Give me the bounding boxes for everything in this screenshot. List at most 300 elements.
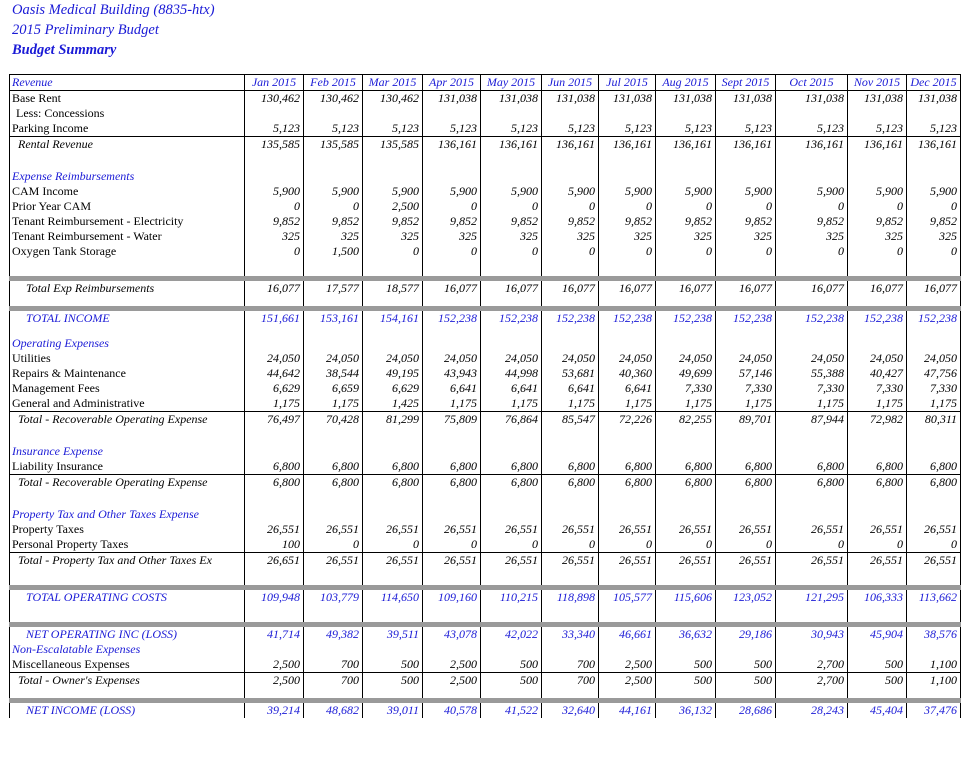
value-cell-sept-2015: 0 — [716, 537, 776, 553]
value-cell-jul-2015: 16,077 — [599, 279, 656, 297]
value-cell-may-2015: 500 — [481, 673, 542, 689]
value-cell-apr-2015: 5,900 — [423, 184, 481, 199]
empty-cell — [716, 336, 776, 351]
value-cell-mar-2015: 0 — [363, 537, 423, 553]
empty-cell — [907, 605, 961, 625]
value-cell-nov-2015: 72,982 — [848, 412, 907, 428]
value-cell-nov-2015: 325 — [848, 229, 907, 244]
table-row-management-fees — [10, 381, 961, 396]
row-label: Miscellaneous Expenses — [10, 657, 245, 673]
empty-cell — [776, 427, 848, 444]
empty-cell — [245, 568, 304, 588]
empty-cell — [716, 326, 776, 336]
table-row-rental-revenue — [10, 137, 961, 153]
value-cell-oct-2015: 136,161 — [776, 137, 848, 153]
value-cell-oct-2015: 55,388 — [776, 366, 848, 381]
row-label: Total - Recoverable Operating Expense — [10, 475, 245, 491]
value-cell-may-2015: 0 — [481, 199, 542, 214]
value-cell-aug-2015: 1,175 — [656, 396, 716, 412]
value-cell-feb-2015: 0 — [304, 199, 363, 214]
value-cell-feb-2015: 17,577 — [304, 279, 363, 297]
value-cell-jan-2015: 39,214 — [245, 701, 304, 719]
value-cell-mar-2015: 1,425 — [363, 396, 423, 412]
empty-cell — [481, 336, 542, 351]
empty-cell — [304, 507, 363, 522]
empty-cell — [599, 688, 656, 701]
empty-cell — [304, 605, 363, 625]
value-cell-aug-2015: 0 — [656, 199, 716, 214]
row-label: Parking Income — [10, 121, 245, 137]
value-cell-dec-2015: 1,100 — [907, 657, 961, 673]
empty-cell — [304, 427, 363, 444]
empty-cell — [245, 326, 304, 336]
value-cell-oct-2015: 87,944 — [776, 412, 848, 428]
row-label: CAM Income — [10, 184, 245, 199]
value-cell-nov-2015: 40,427 — [848, 366, 907, 381]
value-cell-sept-2015: 5,900 — [716, 184, 776, 199]
value-cell-jun-2015: 53,681 — [542, 366, 599, 381]
value-cell-feb-2015: 1,175 — [304, 396, 363, 412]
value-cell-apr-2015: 0 — [423, 199, 481, 214]
value-cell-sept-2015: 325 — [716, 229, 776, 244]
value-cell-mar-2015: 39,011 — [363, 701, 423, 719]
empty-cell — [423, 642, 481, 657]
section-row-non-escalatable-expenses — [10, 642, 961, 657]
value-cell-sept-2015: 57,146 — [716, 366, 776, 381]
empty-cell — [776, 326, 848, 336]
value-cell-feb-2015: 24,050 — [304, 351, 363, 366]
row-label: Less: Concessions — [10, 106, 245, 121]
value-cell-jul-2015: 6,800 — [599, 459, 656, 475]
value-cell-nov-2015: 131,038 — [848, 91, 907, 107]
value-cell-nov-2015: 6,800 — [848, 459, 907, 475]
value-cell-aug-2015: 26,551 — [656, 522, 716, 537]
column-header-row — [10, 75, 961, 91]
value-cell-apr-2015: 43,943 — [423, 366, 481, 381]
row-label: Tenant Reimbursement - Water — [10, 229, 245, 244]
value-cell-jan-2015: 1,175 — [245, 396, 304, 412]
empty-cell — [304, 326, 363, 336]
value-cell-mar-2015: 81,299 — [363, 412, 423, 428]
section-label: Revenue — [10, 75, 245, 91]
empty-cell — [363, 326, 423, 336]
section-label: Operating Expenses — [10, 336, 245, 351]
value-cell-jul-2015: 0 — [599, 199, 656, 214]
spacer-row — [10, 490, 961, 507]
value-cell-jun-2015: 5,123 — [542, 121, 599, 137]
value-cell-may-2015: 26,551 — [481, 553, 542, 569]
value-cell-jun-2015: 33,340 — [542, 625, 599, 643]
value-cell-jun-2015: 9,852 — [542, 214, 599, 229]
value-cell-nov-2015: 5,123 — [848, 121, 907, 137]
table-row-total-operating-costs — [10, 588, 961, 606]
empty-cell — [481, 688, 542, 701]
value-cell-may-2015: 5,123 — [481, 121, 542, 137]
value-cell-sept-2015: 6,800 — [716, 459, 776, 475]
empty-cell — [776, 444, 848, 459]
value-cell-mar-2015: 2,500 — [363, 199, 423, 214]
empty-cell — [304, 568, 363, 588]
value-cell-aug-2015 — [656, 106, 716, 121]
empty-cell — [907, 568, 961, 588]
empty-cell — [776, 605, 848, 625]
empty-cell — [542, 296, 599, 309]
column-header-oct-2015: Oct 2015 — [776, 75, 848, 91]
empty-cell — [423, 444, 481, 459]
empty-cell — [907, 169, 961, 184]
empty-cell — [716, 568, 776, 588]
empty-cell — [245, 152, 304, 169]
empty-cell — [656, 568, 716, 588]
empty-cell — [363, 296, 423, 309]
value-cell-aug-2015: 26,551 — [656, 553, 716, 569]
empty-cell — [716, 152, 776, 169]
value-cell-jun-2015: 5,900 — [542, 184, 599, 199]
value-cell-feb-2015: 135,585 — [304, 137, 363, 153]
value-cell-mar-2015: 114,650 — [363, 588, 423, 606]
value-cell-jun-2015: 152,238 — [542, 309, 599, 327]
value-cell-jun-2015 — [542, 106, 599, 121]
column-header-nov-2015: Nov 2015 — [848, 75, 907, 91]
empty-cell — [245, 507, 304, 522]
value-cell-jun-2015: 24,050 — [542, 351, 599, 366]
row-label: Total - Recoverable Operating Expense — [10, 412, 245, 428]
value-cell-oct-2015: 1,175 — [776, 396, 848, 412]
value-cell-sept-2015: 152,238 — [716, 309, 776, 327]
budget-title: 2015 Preliminary Budget — [12, 22, 159, 38]
value-cell-mar-2015: 500 — [363, 657, 423, 673]
table-row-tenant-reimbursement-water — [10, 229, 961, 244]
value-cell-jul-2015: 152,238 — [599, 309, 656, 327]
value-cell-apr-2015: 0 — [423, 537, 481, 553]
value-cell-jan-2015: 24,050 — [245, 351, 304, 366]
value-cell-aug-2015: 6,800 — [656, 459, 716, 475]
value-cell-aug-2015: 325 — [656, 229, 716, 244]
value-cell-sept-2015: 7,330 — [716, 381, 776, 396]
empty-cell — [599, 490, 656, 507]
empty-cell — [716, 490, 776, 507]
value-cell-nov-2015: 45,404 — [848, 701, 907, 719]
empty-cell — [656, 507, 716, 522]
section-row-operating-expenses — [10, 336, 961, 351]
value-cell-aug-2015: 36,132 — [656, 701, 716, 719]
value-cell-feb-2015: 6,659 — [304, 381, 363, 396]
value-cell-feb-2015: 0 — [304, 537, 363, 553]
value-cell-jun-2015: 6,641 — [542, 381, 599, 396]
row-label: Total - Property Tax and Other Taxes Ex — [10, 553, 245, 569]
empty-cell — [245, 605, 304, 625]
empty-cell — [363, 605, 423, 625]
value-cell-mar-2015: 6,800 — [363, 459, 423, 475]
empty-cell — [716, 427, 776, 444]
value-cell-dec-2015: 37,476 — [907, 701, 961, 719]
value-cell-oct-2015: 325 — [776, 229, 848, 244]
empty-cell — [481, 490, 542, 507]
table-row-net-operating-inc-loss — [10, 625, 961, 643]
value-cell-aug-2015: 16,077 — [656, 279, 716, 297]
empty-cell — [907, 427, 961, 444]
table-row-oxygen-tank-storage — [10, 244, 961, 259]
value-cell-apr-2015: 109,160 — [423, 588, 481, 606]
value-cell-jun-2015: 700 — [542, 657, 599, 673]
value-cell-sept-2015: 16,077 — [716, 279, 776, 297]
empty-cell — [907, 490, 961, 507]
empty-cell — [10, 152, 245, 169]
empty-cell — [423, 336, 481, 351]
value-cell-may-2015: 0 — [481, 537, 542, 553]
row-label: Personal Property Taxes — [10, 537, 245, 553]
value-cell-jul-2015: 24,050 — [599, 351, 656, 366]
value-cell-sept-2015: 6,800 — [716, 475, 776, 491]
empty-cell — [481, 642, 542, 657]
empty-cell — [423, 152, 481, 169]
empty-cell — [423, 259, 481, 279]
value-cell-apr-2015: 0 — [423, 244, 481, 259]
value-cell-sept-2015: 29,186 — [716, 625, 776, 643]
empty-cell — [907, 296, 961, 309]
empty-cell — [716, 169, 776, 184]
empty-cell — [716, 507, 776, 522]
value-cell-jul-2015 — [599, 106, 656, 121]
value-cell-jan-2015: 6,800 — [245, 459, 304, 475]
column-header-jun-2015: Jun 2015 — [542, 75, 599, 91]
spacer-row — [10, 688, 961, 701]
empty-cell — [245, 444, 304, 459]
value-cell-may-2015: 42,022 — [481, 625, 542, 643]
value-cell-dec-2015: 16,077 — [907, 279, 961, 297]
value-cell-aug-2015: 0 — [656, 244, 716, 259]
value-cell-dec-2015: 1,175 — [907, 396, 961, 412]
value-cell-mar-2015: 6,629 — [363, 381, 423, 396]
value-cell-nov-2015: 9,852 — [848, 214, 907, 229]
empty-cell — [245, 259, 304, 279]
empty-cell — [907, 259, 961, 279]
value-cell-jul-2015: 0 — [599, 244, 656, 259]
spacer-row — [10, 568, 961, 588]
row-label: Liability Insurance — [10, 459, 245, 475]
empty-cell — [245, 296, 304, 309]
empty-cell — [304, 152, 363, 169]
value-cell-dec-2015: 136,161 — [907, 137, 961, 153]
value-cell-jun-2015: 26,551 — [542, 522, 599, 537]
value-cell-jan-2015: 5,900 — [245, 184, 304, 199]
value-cell-may-2015: 136,161 — [481, 137, 542, 153]
column-header-jan-2015: Jan 2015 — [245, 75, 304, 91]
empty-cell — [848, 152, 907, 169]
value-cell-oct-2015: 2,700 — [776, 657, 848, 673]
empty-cell — [304, 336, 363, 351]
value-cell-apr-2015: 5,123 — [423, 121, 481, 137]
value-cell-oct-2015 — [776, 106, 848, 121]
value-cell-feb-2015: 6,800 — [304, 459, 363, 475]
spacer-row — [10, 152, 961, 169]
value-cell-oct-2015: 9,852 — [776, 214, 848, 229]
value-cell-feb-2015: 48,682 — [304, 701, 363, 719]
value-cell-may-2015: 325 — [481, 229, 542, 244]
value-cell-apr-2015: 9,852 — [423, 214, 481, 229]
value-cell-apr-2015: 325 — [423, 229, 481, 244]
empty-cell — [776, 296, 848, 309]
empty-cell — [776, 169, 848, 184]
value-cell-jan-2015: 325 — [245, 229, 304, 244]
column-header-feb-2015: Feb 2015 — [304, 75, 363, 91]
table-row-total-property-tax-and-other-taxes-ex — [10, 553, 961, 569]
table-row-total-recoverable-operating-expense — [10, 475, 961, 491]
value-cell-feb-2015: 9,852 — [304, 214, 363, 229]
empty-cell — [907, 642, 961, 657]
table-row-personal-property-taxes — [10, 537, 961, 553]
empty-cell — [542, 259, 599, 279]
row-label: Total - Owner's Expenses — [10, 673, 245, 689]
empty-cell — [776, 259, 848, 279]
value-cell-sept-2015: 0 — [716, 244, 776, 259]
empty-cell — [656, 427, 716, 444]
value-cell-apr-2015: 16,077 — [423, 279, 481, 297]
value-cell-jul-2015: 26,551 — [599, 553, 656, 569]
value-cell-feb-2015: 26,551 — [304, 553, 363, 569]
value-cell-apr-2015 — [423, 106, 481, 121]
value-cell-mar-2015: 130,462 — [363, 91, 423, 107]
value-cell-jan-2015 — [245, 106, 304, 121]
empty-cell — [304, 490, 363, 507]
value-cell-jul-2015: 105,577 — [599, 588, 656, 606]
value-cell-jan-2015: 44,642 — [245, 366, 304, 381]
empty-cell — [848, 444, 907, 459]
value-cell-dec-2015: 5,123 — [907, 121, 961, 137]
value-cell-dec-2015: 1,100 — [907, 673, 961, 689]
value-cell-may-2015: 26,551 — [481, 522, 542, 537]
section-label: Expense Reimbursements — [10, 169, 245, 184]
value-cell-aug-2015: 7,330 — [656, 381, 716, 396]
value-cell-aug-2015: 152,238 — [656, 309, 716, 327]
empty-cell — [656, 605, 716, 625]
value-cell-nov-2015: 0 — [848, 199, 907, 214]
empty-cell — [245, 336, 304, 351]
property-name: Oasis Medical Building (8835-htx) — [12, 2, 215, 18]
value-cell-jan-2015: 0 — [245, 244, 304, 259]
empty-cell — [423, 169, 481, 184]
empty-cell — [10, 605, 245, 625]
empty-cell — [656, 444, 716, 459]
value-cell-aug-2015: 82,255 — [656, 412, 716, 428]
column-header-dec-2015: Dec 2015 — [907, 75, 961, 91]
row-label: Prior Year CAM — [10, 199, 245, 214]
value-cell-jun-2015: 6,800 — [542, 475, 599, 491]
value-cell-aug-2015: 500 — [656, 657, 716, 673]
section-label: Insurance Expense — [10, 444, 245, 459]
section-row-insurance-expense — [10, 444, 961, 459]
value-cell-may-2015 — [481, 106, 542, 121]
value-cell-mar-2015: 325 — [363, 229, 423, 244]
table-row-prior-year-cam — [10, 199, 961, 214]
empty-cell — [423, 688, 481, 701]
value-cell-feb-2015: 1,500 — [304, 244, 363, 259]
empty-cell — [542, 568, 599, 588]
value-cell-may-2015: 6,641 — [481, 381, 542, 396]
empty-cell — [716, 605, 776, 625]
value-cell-dec-2015: 6,800 — [907, 475, 961, 491]
empty-cell — [848, 169, 907, 184]
value-cell-mar-2015: 0 — [363, 244, 423, 259]
row-label: NET INCOME (LOSS) — [10, 701, 245, 719]
value-cell-oct-2015: 0 — [776, 199, 848, 214]
value-cell-dec-2015: 325 — [907, 229, 961, 244]
value-cell-feb-2015: 70,428 — [304, 412, 363, 428]
value-cell-aug-2015: 5,900 — [656, 184, 716, 199]
empty-cell — [542, 444, 599, 459]
empty-cell — [481, 427, 542, 444]
column-header-mar-2015: Mar 2015 — [363, 75, 423, 91]
empty-cell — [907, 444, 961, 459]
value-cell-feb-2015: 26,551 — [304, 522, 363, 537]
value-cell-nov-2015: 45,904 — [848, 625, 907, 643]
value-cell-may-2015: 131,038 — [481, 91, 542, 107]
value-cell-jan-2015: 9,852 — [245, 214, 304, 229]
value-cell-apr-2015: 26,551 — [423, 522, 481, 537]
value-cell-oct-2015: 26,551 — [776, 522, 848, 537]
value-cell-apr-2015: 136,161 — [423, 137, 481, 153]
empty-cell — [599, 296, 656, 309]
empty-cell — [907, 507, 961, 522]
table-row-parking-income — [10, 121, 961, 137]
empty-cell — [848, 605, 907, 625]
empty-cell — [542, 642, 599, 657]
value-cell-jun-2015: 1,175 — [542, 396, 599, 412]
value-cell-jun-2015: 6,800 — [542, 459, 599, 475]
column-header-may-2015: May 2015 — [481, 75, 542, 91]
empty-cell — [656, 259, 716, 279]
value-cell-jul-2015: 325 — [599, 229, 656, 244]
value-cell-apr-2015: 40,578 — [423, 701, 481, 719]
value-cell-may-2015: 16,077 — [481, 279, 542, 297]
value-cell-jan-2015: 6,629 — [245, 381, 304, 396]
empty-cell — [776, 490, 848, 507]
value-cell-jan-2015: 135,585 — [245, 137, 304, 153]
empty-cell — [599, 605, 656, 625]
value-cell-jan-2015: 5,123 — [245, 121, 304, 137]
table-row-base-rent — [10, 91, 961, 107]
value-cell-jun-2015: 85,547 — [542, 412, 599, 428]
value-cell-mar-2015: 39,511 — [363, 625, 423, 643]
value-cell-apr-2015: 6,641 — [423, 381, 481, 396]
section-label: Non-Escalatable Expenses — [10, 642, 245, 657]
value-cell-sept-2015: 131,038 — [716, 91, 776, 107]
empty-cell — [542, 490, 599, 507]
value-cell-jul-2015: 9,852 — [599, 214, 656, 229]
empty-cell — [304, 688, 363, 701]
value-cell-mar-2015: 5,900 — [363, 184, 423, 199]
value-cell-aug-2015: 500 — [656, 673, 716, 689]
value-cell-dec-2015: 9,852 — [907, 214, 961, 229]
empty-cell — [542, 169, 599, 184]
empty-cell — [599, 507, 656, 522]
value-cell-jul-2015: 5,900 — [599, 184, 656, 199]
value-cell-sept-2015: 136,161 — [716, 137, 776, 153]
value-cell-jan-2015: 26,551 — [245, 522, 304, 537]
value-cell-jul-2015: 2,500 — [599, 673, 656, 689]
empty-cell — [542, 326, 599, 336]
value-cell-feb-2015: 5,123 — [304, 121, 363, 137]
value-cell-dec-2015: 0 — [907, 199, 961, 214]
value-cell-jun-2015: 131,038 — [542, 91, 599, 107]
empty-cell — [907, 326, 961, 336]
empty-cell — [363, 490, 423, 507]
value-cell-dec-2015: 0 — [907, 537, 961, 553]
value-cell-jun-2015: 0 — [542, 244, 599, 259]
table-row-cam-income — [10, 184, 961, 199]
value-cell-jul-2015: 72,226 — [599, 412, 656, 428]
empty-cell — [363, 507, 423, 522]
